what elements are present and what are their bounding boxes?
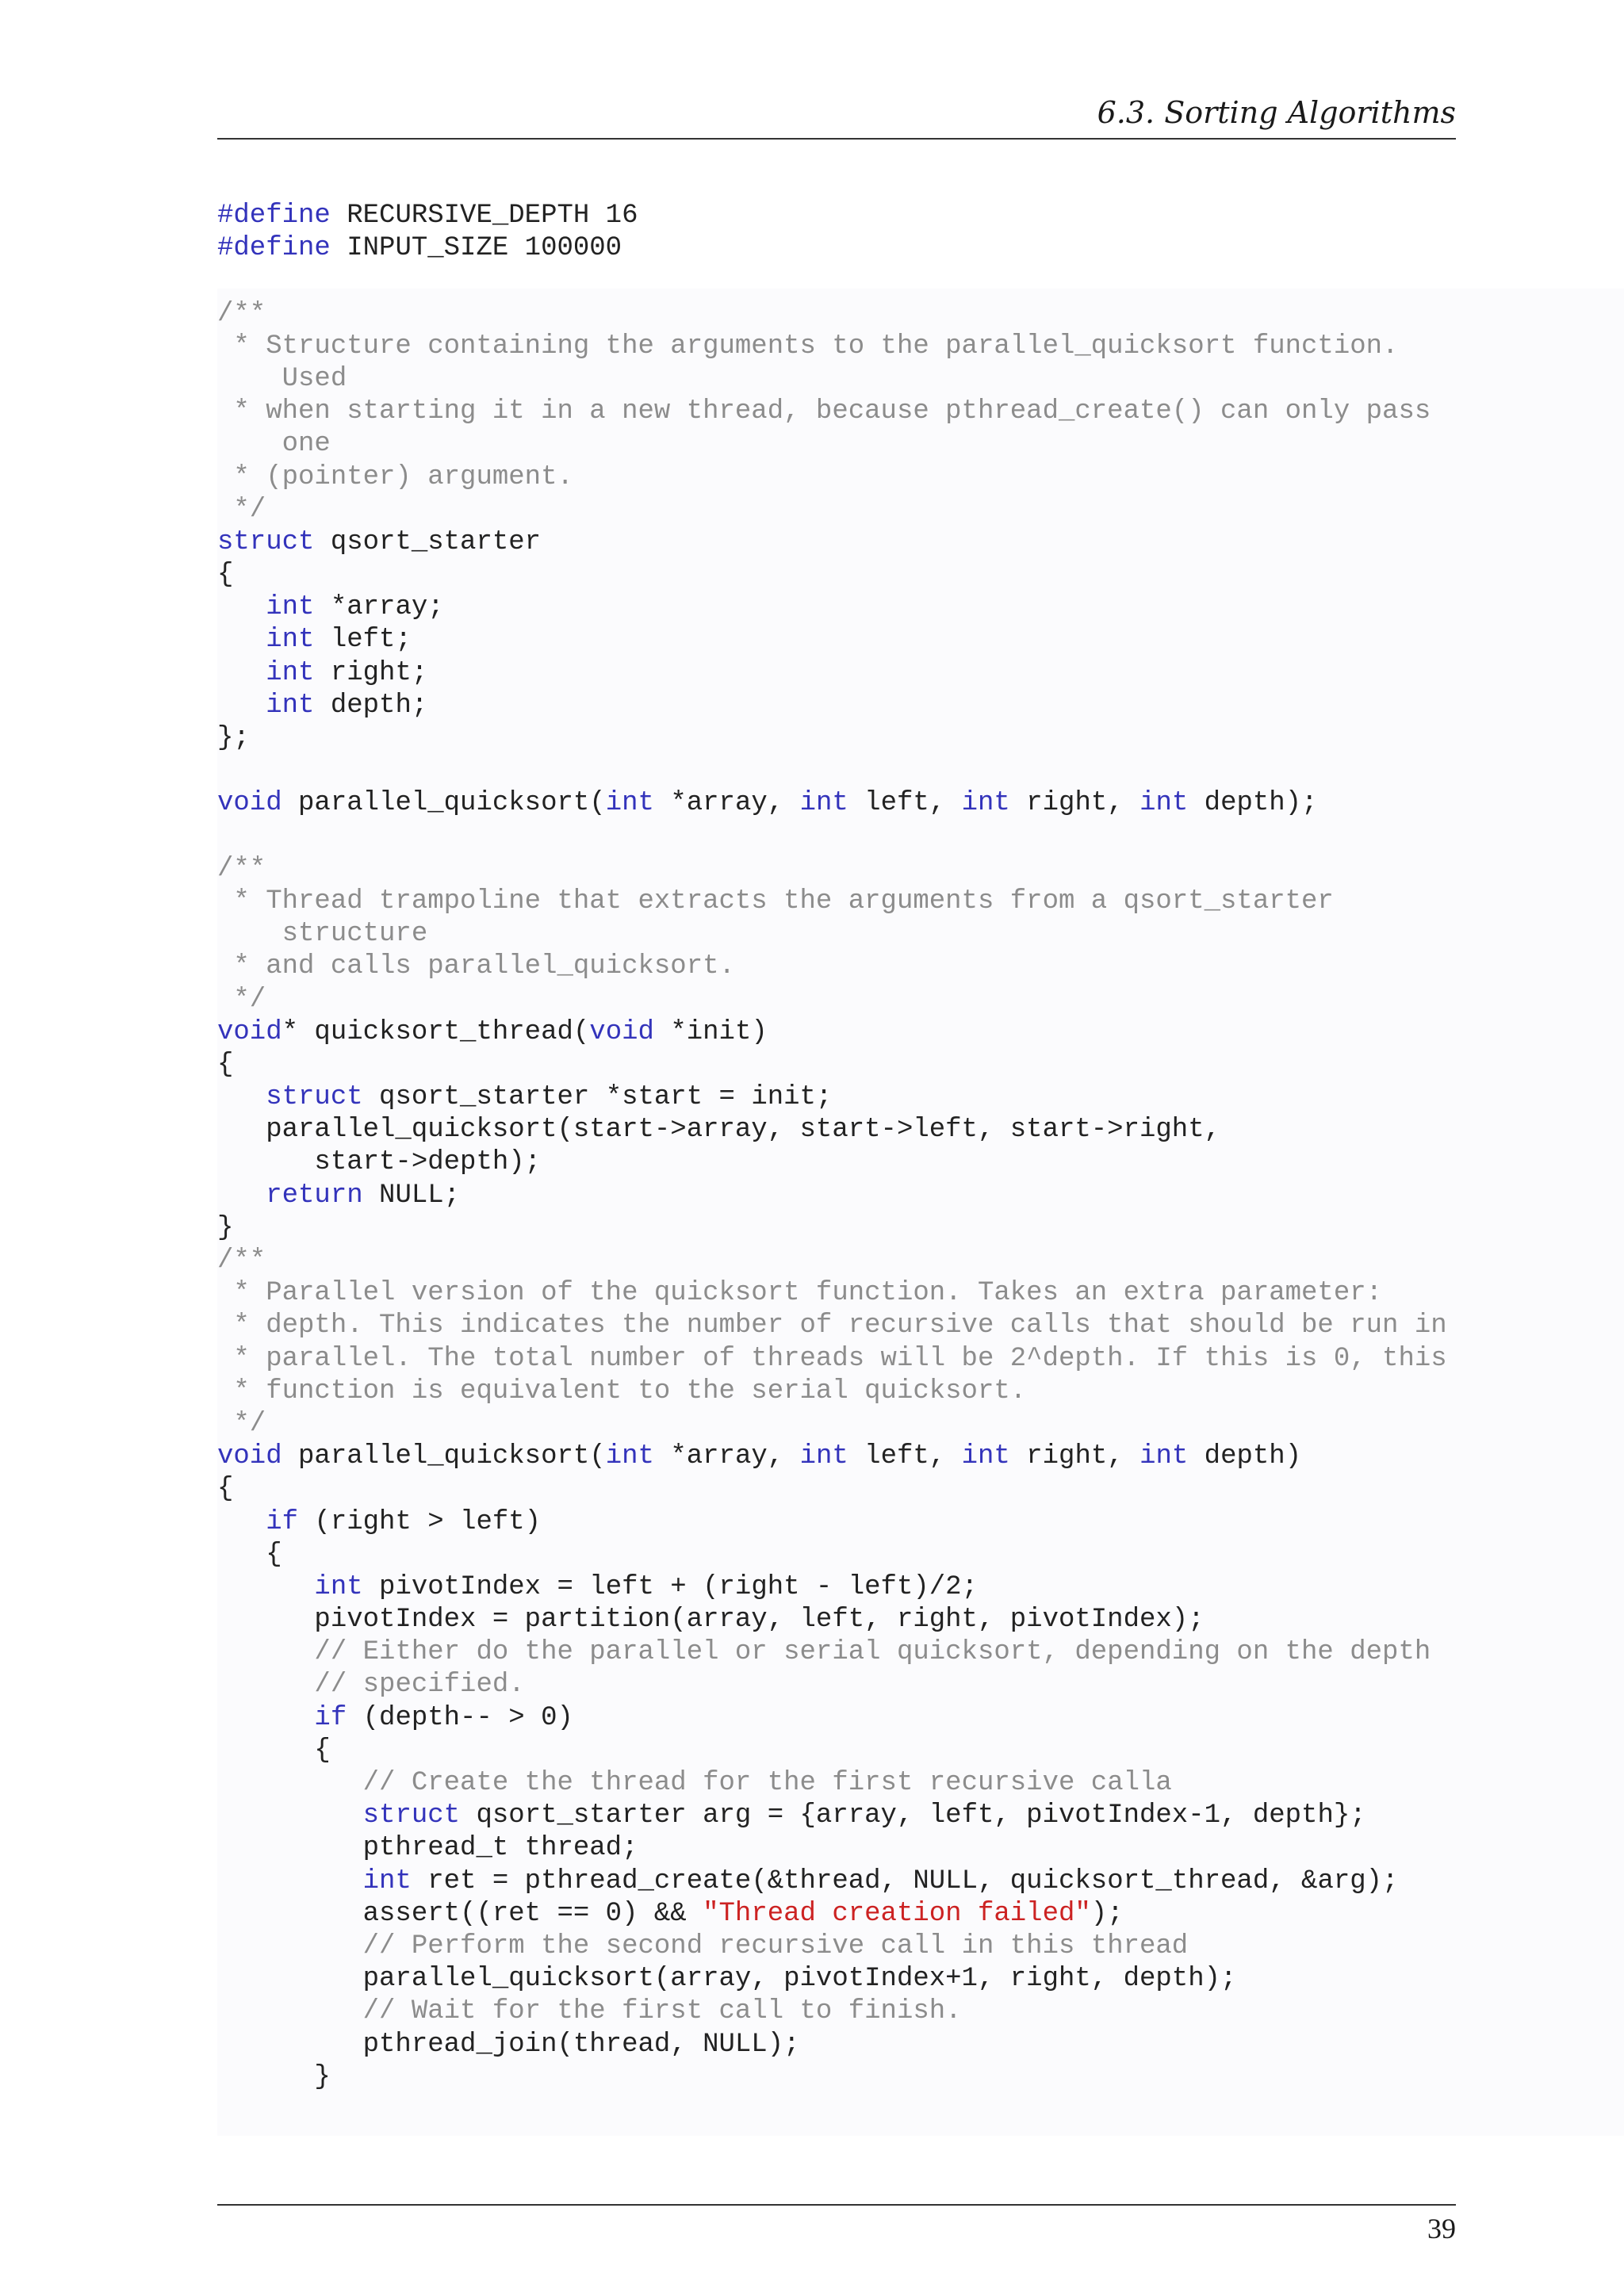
code-text: assert((ret == 0) && bbox=[217, 1898, 703, 1929]
code-text: right; bbox=[314, 657, 428, 688]
code-text: start->depth); bbox=[217, 1147, 542, 1178]
code-text: * quicksort_thread( bbox=[282, 1016, 590, 1047]
code-text: right, bbox=[1009, 788, 1140, 819]
code-text: parallel_quicksort( bbox=[282, 1441, 606, 1472]
code-text: parallel_quicksort(start->array, start->left, start->right, bbox=[217, 1115, 1221, 1146]
code-text: ); bbox=[1090, 1898, 1124, 1929]
code-line bbox=[217, 821, 1549, 853]
code-line bbox=[217, 1180, 1549, 1212]
code-text: *array, bbox=[653, 1441, 800, 1472]
code-keyword: int bbox=[362, 1866, 412, 1896]
code-line bbox=[217, 2029, 1549, 2061]
code-comment: // Wait for the first call to finish. bbox=[362, 1996, 962, 2027]
code-line bbox=[217, 657, 1549, 690]
code-comment: // Create the thread for the first recursive calla bbox=[362, 1768, 1172, 1798]
code-text bbox=[217, 1800, 363, 1831]
code-line bbox=[217, 1441, 1549, 1473]
code-line bbox=[217, 1898, 1549, 1931]
code-text bbox=[217, 1996, 363, 2026]
code-line bbox=[217, 853, 1549, 886]
code-keyword: if bbox=[266, 1506, 299, 1537]
code-comment: // specified. bbox=[314, 1670, 525, 1701]
code-keyword: int bbox=[266, 657, 315, 688]
code-text bbox=[217, 691, 266, 721]
code-line bbox=[217, 918, 1549, 951]
code-comment: * and calls parallel_quicksort. bbox=[217, 951, 735, 982]
code-line bbox=[217, 1310, 1549, 1342]
code-line bbox=[217, 2061, 1549, 2094]
code-line bbox=[217, 1212, 1549, 1245]
code-keyword: void bbox=[217, 1016, 282, 1047]
code-text: { bbox=[217, 1735, 331, 1766]
code-text: parallel_quicksort( bbox=[282, 788, 606, 819]
code-text: *array, bbox=[653, 788, 800, 819]
section-title: 6.3. Sorting Algorithms bbox=[1097, 95, 1456, 130]
code-keyword: struct bbox=[266, 1082, 363, 1113]
code-text bbox=[217, 1507, 266, 1537]
code-text: } bbox=[217, 2061, 331, 2092]
code-line bbox=[217, 755, 1549, 787]
code-text bbox=[217, 625, 266, 655]
code-text: *init) bbox=[653, 1016, 768, 1047]
code-line bbox=[217, 559, 1549, 591]
code-text: NULL; bbox=[362, 1180, 461, 1211]
code-line bbox=[217, 624, 1549, 656]
code-line bbox=[217, 232, 1549, 265]
code-line bbox=[217, 787, 1549, 820]
code-text bbox=[217, 1181, 266, 1211]
code-text: left; bbox=[314, 625, 412, 656]
code-line bbox=[217, 1114, 1549, 1146]
code-text: right, bbox=[1009, 1441, 1140, 1472]
code-keyword: int bbox=[961, 1441, 1010, 1472]
code-listing bbox=[217, 200, 1549, 2094]
code-keyword: int bbox=[266, 625, 315, 656]
page-footer bbox=[217, 2204, 1456, 2244]
page-number: 39 bbox=[1427, 2213, 1456, 2244]
code-line bbox=[217, 591, 1549, 624]
code-line bbox=[217, 1571, 1549, 1604]
code-comment: // Either do the parallel or serial quicksort, depending on the depth bbox=[314, 1637, 1431, 1668]
code-line bbox=[217, 1735, 1549, 1767]
code-keyword: int bbox=[266, 592, 315, 623]
code-line bbox=[217, 396, 1549, 428]
code-keyword: int bbox=[605, 788, 654, 819]
code-text: (depth-- > 0) bbox=[347, 1702, 573, 1733]
code-line bbox=[217, 1866, 1549, 1898]
code-line bbox=[217, 1081, 1549, 1114]
code-text bbox=[217, 1866, 363, 1896]
code-line bbox=[217, 1408, 1549, 1441]
code-line bbox=[217, 951, 1549, 983]
code-line bbox=[217, 265, 1549, 297]
code-comment: structure bbox=[217, 919, 428, 950]
code-line bbox=[217, 1832, 1549, 1865]
code-text bbox=[217, 1670, 314, 1700]
code-text: ret = pthread_create(&thread, NULL, quicksort_thread, &arg); bbox=[411, 1866, 1399, 1896]
code-text bbox=[217, 1572, 314, 1602]
code-text bbox=[217, 658, 266, 688]
code-comment: // Perform the second recursive call in this thread bbox=[362, 1931, 1189, 1961]
code-line bbox=[217, 1376, 1549, 1408]
code-comment: /** bbox=[217, 298, 266, 329]
code-comment: * depth. This indicates the number of recursive calls that should be run in bbox=[217, 1311, 1447, 1341]
code-keyword: void bbox=[589, 1016, 654, 1047]
code-line bbox=[217, 1343, 1549, 1376]
code-comment: * (pointer) argument. bbox=[217, 461, 573, 492]
code-line bbox=[217, 1506, 1549, 1539]
code-text: left, bbox=[848, 788, 962, 819]
code-keyword: return bbox=[266, 1180, 363, 1211]
code-text: parallel_quicksort(array, pivotIndex+1, right, depth); bbox=[217, 1964, 1237, 1995]
code-text bbox=[217, 1931, 363, 1961]
code-line bbox=[217, 886, 1549, 918]
code-text: qsort_starter *start = init; bbox=[362, 1082, 833, 1113]
code-text bbox=[217, 1637, 314, 1667]
code-line bbox=[217, 690, 1549, 722]
code-keyword: struct bbox=[362, 1800, 461, 1831]
code-text bbox=[217, 1768, 363, 1798]
code-text: (right > left) bbox=[298, 1506, 542, 1537]
code-text: pthread_t thread; bbox=[217, 1833, 638, 1864]
code-keyword: int bbox=[799, 788, 848, 819]
code-comment: * parallel. The total number of threads will be 2^depth. If this is 0, this bbox=[217, 1343, 1447, 1374]
code-text: { bbox=[217, 1049, 234, 1080]
code-text bbox=[217, 1082, 266, 1112]
code-comment: */ bbox=[217, 494, 266, 525]
code-line bbox=[217, 1931, 1549, 1963]
code-text: { bbox=[217, 1474, 234, 1505]
code-line bbox=[217, 1702, 1549, 1735]
code-comment: one bbox=[217, 429, 331, 460]
code-text bbox=[217, 1703, 314, 1733]
code-line bbox=[217, 1049, 1549, 1081]
code-line bbox=[217, 331, 1549, 363]
code-comment: */ bbox=[217, 1408, 266, 1439]
code-keyword: int bbox=[266, 690, 315, 721]
code-text: depth) bbox=[1188, 1441, 1302, 1472]
code-line bbox=[217, 1669, 1549, 1701]
code-line bbox=[217, 984, 1549, 1016]
code-text: { bbox=[217, 560, 234, 591]
code-text: pivotIndex = left + (right - left)/2; bbox=[362, 1571, 978, 1602]
code-line bbox=[217, 1539, 1549, 1571]
code-line bbox=[217, 1245, 1549, 1277]
code-text: }; bbox=[217, 723, 250, 753]
code-text: pthread_join(thread, NULL); bbox=[217, 2029, 800, 2060]
code-keyword: #define bbox=[217, 233, 331, 264]
code-line bbox=[217, 1604, 1549, 1636]
code-line bbox=[217, 526, 1549, 559]
code-comment: Used bbox=[217, 363, 347, 394]
code-comment: * Parallel version of the quicksort function. Takes an extra parameter: bbox=[217, 1278, 1383, 1309]
code-text: INPUT_SIZE 100000 bbox=[330, 233, 622, 264]
code-text: left, bbox=[848, 1441, 962, 1472]
code-keyword: int bbox=[314, 1571, 363, 1602]
code-keyword: void bbox=[217, 788, 282, 819]
code-keyword: int bbox=[605, 1441, 654, 1472]
code-text bbox=[217, 592, 266, 622]
code-line bbox=[217, 494, 1549, 526]
code-keyword: int bbox=[961, 788, 1010, 819]
code-comment: * Structure containing the arguments to the parallel_quicksort function. bbox=[217, 331, 1399, 362]
code-line bbox=[217, 1277, 1549, 1310]
code-keyword: if bbox=[314, 1702, 347, 1733]
code-line bbox=[217, 1473, 1549, 1506]
code-line bbox=[217, 1963, 1549, 1996]
running-header bbox=[217, 94, 1456, 140]
code-text: depth); bbox=[1188, 788, 1318, 819]
code-comment: /** bbox=[217, 1246, 266, 1276]
code-string: "Thread creation failed" bbox=[703, 1898, 1091, 1929]
code-comment: * Thread trampoline that extracts the arguments from a qsort_starter bbox=[217, 886, 1334, 916]
code-line bbox=[217, 1996, 1549, 2028]
code-keyword: int bbox=[1139, 1441, 1189, 1472]
code-text: depth; bbox=[314, 690, 428, 721]
code-text: } bbox=[217, 1212, 234, 1243]
code-keyword: void bbox=[217, 1441, 282, 1472]
code-line bbox=[217, 298, 1549, 331]
code-keyword: #define bbox=[217, 201, 331, 231]
code-line bbox=[217, 722, 1549, 755]
code-line bbox=[217, 1016, 1549, 1049]
code-text: pivotIndex = partition(array, left, right, pivotIndex); bbox=[217, 1605, 1205, 1636]
code-text: RECURSIVE_DEPTH 16 bbox=[330, 201, 638, 231]
code-text: qsort_starter bbox=[314, 526, 542, 557]
code-keyword: int bbox=[1139, 788, 1189, 819]
code-keyword: int bbox=[799, 1441, 848, 1472]
code-line bbox=[217, 428, 1549, 461]
code-comment: /** bbox=[217, 853, 266, 884]
code-comment: * when starting it in a new thread, because pthread_create() can only pass bbox=[217, 396, 1431, 427]
code-line bbox=[217, 1146, 1549, 1179]
code-comment: */ bbox=[217, 984, 266, 1015]
code-line bbox=[217, 200, 1549, 232]
code-line bbox=[217, 1767, 1549, 1800]
code-line bbox=[217, 1800, 1549, 1832]
code-text: qsort_starter arg = {array, left, pivotIndex-1, depth}; bbox=[460, 1800, 1366, 1831]
code-keyword: struct bbox=[217, 526, 315, 557]
code-line bbox=[217, 1636, 1549, 1669]
code-line bbox=[217, 363, 1549, 396]
code-text: { bbox=[217, 1539, 282, 1570]
code-line bbox=[217, 461, 1549, 494]
code-text: *array; bbox=[314, 592, 444, 623]
code-comment: * function is equivalent to the serial quicksort. bbox=[217, 1376, 1027, 1406]
